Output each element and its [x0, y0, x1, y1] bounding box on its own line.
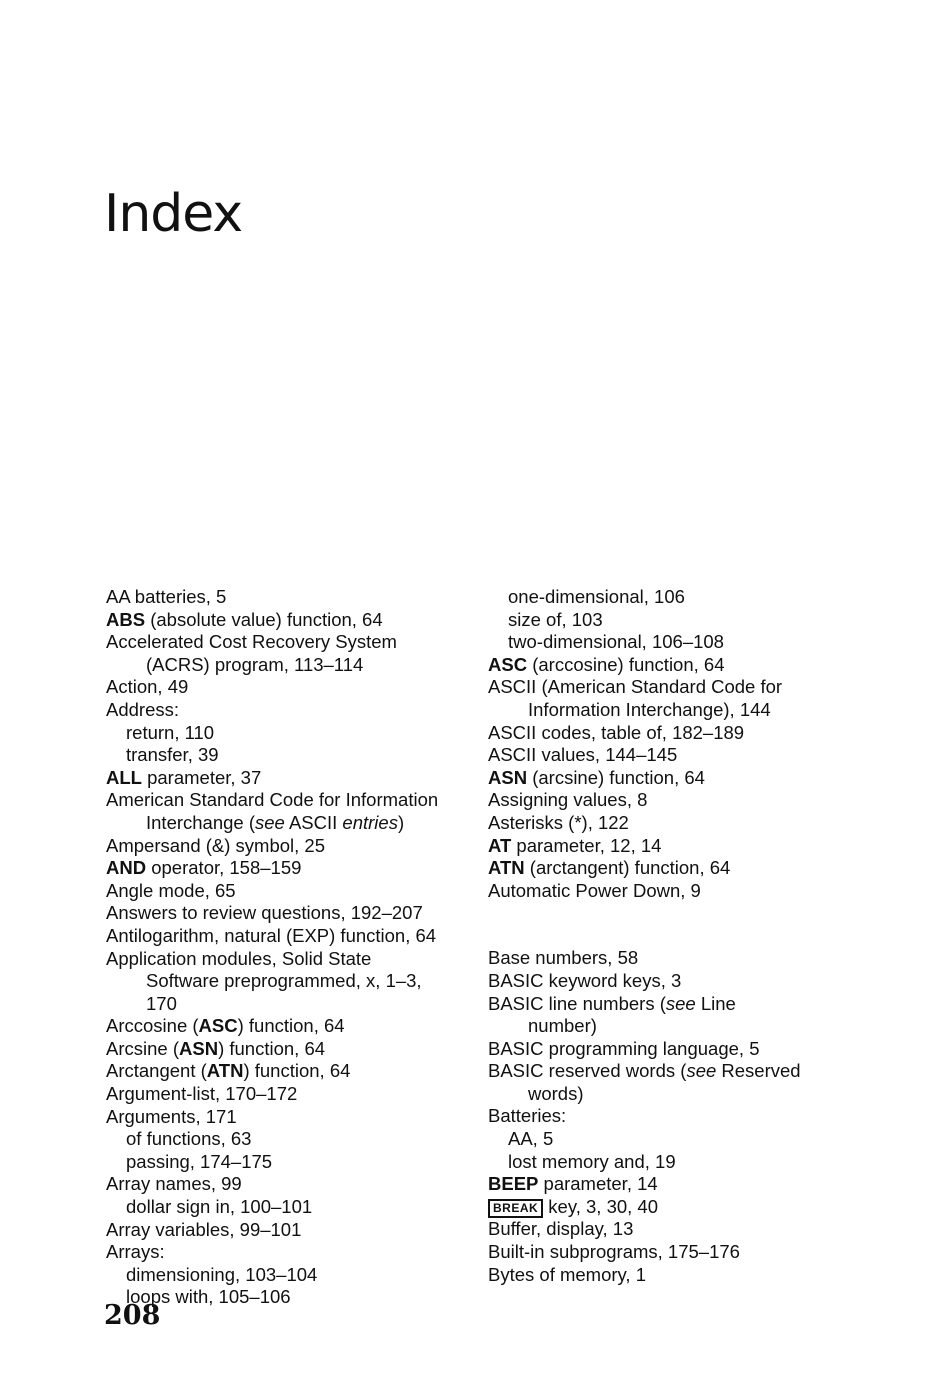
- index-entry: [488, 1241, 888, 1264]
- keyword: ATN: [488, 857, 525, 879]
- index-entry: [488, 1060, 888, 1083]
- entry-text: BASIC line numbers (: [488, 992, 666, 1014]
- entry-text: Action, 49: [106, 676, 189, 698]
- page-number: 208: [104, 1300, 161, 1331]
- index-entry: [488, 1105, 888, 1128]
- entry-text: AA batteries, 5: [106, 586, 227, 607]
- entry-text: operator, 158–159: [146, 857, 302, 879]
- index-subentry: [488, 609, 888, 632]
- entry-text: (arccosine) function, 64: [527, 653, 725, 675]
- index-entry: [488, 880, 888, 903]
- entry-text: return, 110: [126, 721, 215, 743]
- index-entry: [106, 857, 476, 880]
- keyword: AT: [488, 834, 512, 856]
- entry-text: Arguments, 171: [106, 1105, 237, 1127]
- entry-text: parameter, 14: [538, 1173, 658, 1195]
- index-entry: [488, 722, 888, 745]
- index-entry: [488, 654, 888, 677]
- index-entry: [488, 1173, 888, 1196]
- index-subentry: [106, 1151, 476, 1174]
- entry-text: lost memory and, 19: [508, 1150, 676, 1172]
- keyword: BEEP: [488, 1173, 539, 1195]
- entry-text: Line: [695, 992, 736, 1014]
- index-entry: [106, 1083, 476, 1106]
- entry-text: words): [528, 1082, 584, 1104]
- index-subentry: [106, 1128, 476, 1151]
- entry-text: Arcsine (: [106, 1037, 179, 1059]
- entry-text: (ACRS) program, 113–114: [146, 653, 364, 675]
- entry-text: Assigning values, 8: [488, 789, 648, 811]
- index-entry: [488, 970, 888, 993]
- entry-text: key, 3, 30, 40: [543, 1195, 659, 1217]
- entry-text: 170: [146, 992, 177, 1014]
- index-entry: [488, 993, 888, 1016]
- entry-text: BASIC reserved words (: [488, 1060, 687, 1082]
- italic-text: see: [255, 811, 285, 833]
- entry-text: of functions, 63: [126, 1128, 252, 1150]
- index-column-right: [488, 586, 888, 1286]
- entry-text: Array names, 99: [106, 1173, 242, 1195]
- entry-text: size of, 103: [508, 608, 603, 630]
- index-entry: [488, 789, 888, 812]
- keyword: ASC: [198, 1015, 238, 1037]
- entry-text: ASCII: [284, 811, 343, 833]
- entry-text: Automatic Power Down, 9: [488, 879, 701, 901]
- index-subentry: [106, 744, 476, 767]
- entry-text: passing, 174–175: [126, 1150, 273, 1172]
- index-entry-continuation: [488, 699, 888, 722]
- keyword: ABS: [106, 608, 146, 630]
- entry-text: ) function, 64: [243, 1060, 351, 1082]
- entry-text: Accelerated Cost Recovery System: [106, 631, 397, 653]
- break-key-icon: BREAK: [488, 1199, 543, 1218]
- index-entry-continuation: [106, 812, 476, 835]
- entry-text: Application modules, Solid State: [106, 947, 372, 969]
- entry-text: Arccosine (: [106, 1015, 199, 1037]
- index-column-left: [106, 586, 476, 1309]
- index-entry: [488, 767, 888, 790]
- index-entry-continuation: [106, 654, 476, 677]
- entry-text: AA, 5: [508, 1128, 554, 1150]
- entry-text: Argument-list, 170–172: [106, 1083, 298, 1105]
- index-entry: [106, 1173, 476, 1196]
- entry-text: ASCII codes, table of, 182–189: [488, 721, 745, 743]
- keyword: ASN: [488, 766, 528, 788]
- entry-text: Address:: [106, 698, 180, 720]
- italic-text: see: [665, 992, 696, 1014]
- entry-text: (arctangent) function, 64: [524, 857, 731, 879]
- index-entry-continuation: [106, 993, 476, 1016]
- entry-text: Arctangent (: [106, 1060, 207, 1082]
- entry-text: parameter, 37: [141, 766, 262, 788]
- entry-text: Ampersand (&) symbol, 25: [106, 834, 326, 856]
- entry-text: Asterisks (*), 122: [488, 811, 629, 833]
- entry-text: ): [397, 811, 405, 833]
- index-entry-continuation: [488, 1015, 888, 1038]
- entry-text: BASIC programming language, 5: [488, 1037, 760, 1059]
- entry-text: ) function, 64: [237, 1015, 345, 1037]
- index-entry: [106, 880, 476, 903]
- entry-text: (arcsine) function, 64: [527, 766, 705, 788]
- entry-text: Array variables, 99–101: [106, 1218, 302, 1240]
- index-subentry: [106, 1264, 476, 1287]
- index-entry: [488, 1264, 888, 1287]
- index-entry: [106, 631, 476, 654]
- index-entry: [488, 1218, 888, 1241]
- page-title: Index: [104, 184, 243, 244]
- entry-text: Arrays:: [106, 1241, 165, 1263]
- index-subentry: [106, 1196, 476, 1219]
- index-entry: [106, 835, 476, 858]
- entry-text: parameter, 12, 14: [511, 834, 662, 856]
- entry-text: Interchange (: [146, 811, 256, 833]
- index-subentry: [106, 722, 476, 745]
- index-entry: [106, 902, 476, 925]
- keyword: ATN: [206, 1060, 244, 1082]
- entry-text: Buffer, display, 13: [488, 1218, 634, 1240]
- entry-text: Built-in subprograms, 175–176: [488, 1241, 740, 1263]
- index-entry: [106, 1106, 476, 1129]
- index-entry: [488, 812, 888, 835]
- index-entry: [106, 1219, 476, 1242]
- entry-text: loops with, 105–106: [126, 1286, 291, 1308]
- index-entry: [488, 744, 888, 767]
- index-subentry: [488, 1128, 888, 1151]
- entry-text: two-dimensional, 106–108: [508, 631, 724, 653]
- entry-text: Base numbers, 58: [488, 947, 639, 969]
- entry-text: Information Interchange), 144: [528, 698, 771, 720]
- entry-text: Bytes of memory, 1: [488, 1263, 646, 1285]
- index-entry: [488, 1196, 888, 1219]
- entry-text: ) function, 64: [218, 1037, 326, 1059]
- index-entry: [106, 1060, 476, 1083]
- index-subentry: [488, 1151, 888, 1174]
- entry-text: Angle mode, 65: [106, 879, 236, 901]
- keyword: AND: [106, 857, 147, 879]
- entry-text: dollar sign in, 100–101: [126, 1196, 313, 1218]
- entry-text: ASCII values, 144–145: [488, 744, 678, 766]
- entry-text: transfer, 39: [126, 744, 219, 766]
- index-entry: [106, 925, 476, 948]
- index-entry: [106, 609, 476, 632]
- italic-text: entries: [342, 811, 398, 833]
- entry-text: Antilogarithm, natural (EXP) function, 64: [106, 924, 437, 946]
- entry-text: dimensioning, 103–104: [126, 1263, 318, 1285]
- entry-text: American Standard Code for Information: [106, 789, 439, 811]
- index-subentry: [106, 1286, 476, 1309]
- keyword: ASN: [179, 1037, 219, 1059]
- index-entry: [488, 835, 888, 858]
- entry-text: one-dimensional, 106: [508, 586, 685, 607]
- index-subentry: [488, 631, 888, 654]
- entry-text: (absolute value) function, 64: [145, 608, 383, 630]
- index-entry: [106, 1038, 476, 1061]
- index-entry: [488, 857, 888, 880]
- index-entry: [106, 1241, 476, 1264]
- index-entry: [488, 947, 888, 970]
- index-subentry: [488, 586, 888, 609]
- index-entry: [106, 767, 476, 790]
- entry-text: Batteries:: [488, 1105, 567, 1127]
- index-entry: [106, 676, 476, 699]
- italic-text: see: [686, 1060, 717, 1082]
- keyword: ALL: [106, 766, 142, 788]
- entry-text: Software preprogrammed, x, 1–3,: [146, 970, 422, 992]
- index-entry: [106, 789, 476, 812]
- index-entry: [106, 1015, 476, 1038]
- index-entry-continuation: [488, 1083, 888, 1106]
- index-entry-continuation: [106, 970, 476, 993]
- entry-text: BASIC keyword keys, 3: [488, 969, 682, 991]
- index-entry: [106, 586, 476, 609]
- entry-text: ASCII (American Standard Code for: [488, 676, 783, 698]
- keyword: ASC: [488, 653, 528, 675]
- entry-text: number): [528, 1015, 597, 1037]
- index-entry: [106, 948, 476, 971]
- entry-text: Reserved: [716, 1060, 801, 1082]
- entry-text: Answers to review questions, 192–207: [106, 902, 423, 924]
- index-entry: [106, 699, 476, 722]
- index-entry: [488, 676, 888, 699]
- index-entry: [488, 1038, 888, 1061]
